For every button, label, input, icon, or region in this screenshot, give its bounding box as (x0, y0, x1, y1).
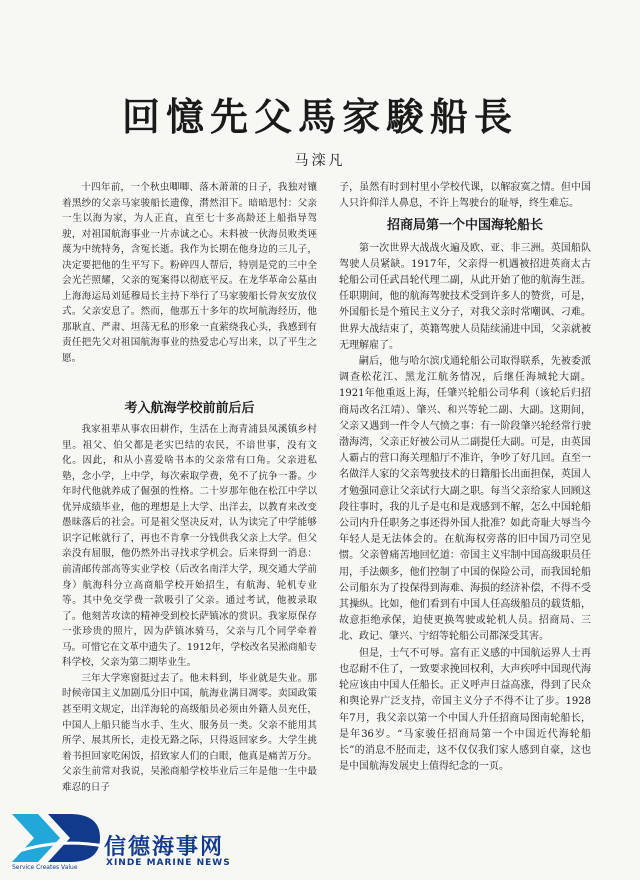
article-title: 回憶先父馬家駿船長 (121, 95, 518, 139)
brand-slogan: Service Creates Value (12, 864, 78, 871)
brand-chinese-name: 信德海事网 (104, 835, 225, 860)
xd-logo-icon (8, 808, 108, 868)
right-column (339, 180, 591, 775)
section-heading: 考入航海学校前前后后 (124, 400, 255, 416)
section-heading: 招商局第一个中国海轮船长 (386, 218, 543, 234)
xinde-marine-news-logo (8, 808, 248, 874)
paragraph: 但是，士气不可辱。富有正义感的中国航运界人士再也忍耐不住了，一致要求挽回权利，大声疾呼中国现代海轮应该由中国人任船长。正义呼声日益高涨，得到了民众和舆论界广泛支持，帝国主义分子不得不让了步。1928年7月，我父亲以第一个中国人升任招商局图南轮船长，是年36岁。“马家骏任招商局第一个中国近代海轮船长”的消息不胫而走，这不仅仅我们家人感到自豪，这也是中国航海发展史上值得纪念的一页。 (339, 647, 591, 773)
paragraph: 我家祖辈从事农田耕作，生活在上海青浦县凤溪镇乡村里。祖父、伯父都是老实巴结的农民，不谙世事，没有文化。因此，和从小喜爱啥书本的父亲常有口角。父亲进私塾，念小学，上中学，每次索取学费，免不了抗争一番。少年时代他就养成了倔强的性格。二十岁那年他在松江中学以优异成绩毕业，他的理想是上大学、出洋去，以教育来改变愚昧落后的社会。可是祖父坚决反对，认为读完了中学能够识字记帐就行了，再也不肯拿一分钱供我父亲上大学。但父亲没有屈服，他仍然外出寻找求学机会。后来得到一消息：前清邮传部高等实业学校（后改名南洋大学，现交通大学前身）航海科分立高商船学校开始招生，有航海、轮机专业等。其中免交学费一款吸引了父亲。通过考试，他被录取了。他刻苦攻读的精神受到校长萨镇冰的赏识。我家原保存一张珍贵的照片，因为萨镇冰骑马，父亲与几个同学牵着马。可惜它在文革中遗失了。1912年，学校改名吴淞商船专科学校，父亲为第二期毕业生。 (62, 424, 317, 669)
brand-english-name: XINDE MARINE NEWS (106, 858, 231, 868)
paragraph: 十四年前，一个秋虫唧唧、落木萧萧的日子，我独对镶着黑纱的父亲马家骏船长遗像，潸然泪下。暗暗思忖：父亲一生以海为家，为人正直，直至七十多高龄还上船指导驾驶，对祖国航海事业一片赤诚之心。未料被一伙海员败类诬蔑为中统特务，含冤长逝。我作为长期在他身边的三儿子，决定要把他的生平写下。粉碎四人帮后，特别是党的三中全会光芒照耀，父亲的冤案得以彻底平反。在龙华革命公墓由上海海运局刘延穆局长主持下举行了马家骏船长骨灰安放仪式。父亲安息了。然而，他那五十多年的坎坷航海经历，他那耿直、严肃、坦荡无私的形象一直萦绕我心头，我感到有责任把先父对祖国航海事业的热爱忠心写出来，以了平生之愿。 (62, 182, 317, 365)
paragraph: 嗣后，他与哈尔滨戊通轮船公司取得联系，先被委派调查松花江、黑龙江航务情况，后继任海城轮大副。1921年他重返上海，任肇兴轮船公司华利（该轮后归招商局改名江靖）、肇兴、和兴等轮二副、大副。这期间，父亲又遇到一件令人气愤之事：有一阶段肇兴轮经常行驶渤海湾，父亲正好被公司从二副提任大副。可是，由英国人霸占的营口海关理船厅不准许，争吵了好几回。直至一名做洋人家的父亲驾驶技术的日籍船长出面担保，英国人才勉强同意让父亲试行大副之职。每当父亲给家人回顾这段往事时，我的儿子是屯和是戏感到不解，怎么中国轮船公司内升任职务之事还得外国人批准？如此奇耻大辱当今年轻人是无法体会的。在航海权旁落的旧中国乃司空见惯。父亲曾痛苦地回忆道：帝国主义牢制中国高级职员任用，手法颇多，他们控制了中国的保险公司，而我国轮船公司船东为了投保得到海难、海损的经济补偿，不得不受其操纵。比如，他们看到有中国人任高级船员的载货船，故意拒绝承保，迫使更换驾驶或轮机人员。招商局、三北、政记、肇兴、宁绍等轮船公司都深受其害。 (339, 356, 591, 643)
paragraph: 子，虽然有时到村里小学校代课，以解寂寞之情。但中国人只许仰洋人鼻息，不许上驾驶台的耻辱，终生难忘。 (339, 182, 591, 210)
left-column (62, 180, 317, 795)
paragraph: 第一次世界大战战火遍及欧、亚、非三洲。英国船队驾驶人员紧缺。1917年，父亲得一机遇被招进英商太古轮船公司任武昌轮代理二副，从此开始了他的航海生涯。任职期间，他的航海驾驶技术受到许多人的赞赏，可是，外国船长是个殖民主义分子，对我父亲时常嘲讽、刁难。世界大战结束了，英籍驾驶人员陆续涌进中国，父亲就被无理解雇了。 (339, 242, 591, 351)
paragraph: 三年大学寒窗挺过去了。他未料到，毕业就是失业。那时候帝国主义加剧瓜分旧中国，航海业满目凋零。卖国政策甚至明文规定，出洋海轮的高级船员必须由外籍人员充任，中国人上船只能当水手、生火、服务员一类。父亲不能用其所学、展其所长，走投无路之际，只得返回家乡。大学生挑着书担回家吃闲饭，招致家人们的白眼，他真是痛苦万分。父亲生前常对我说，吴淞商船学校毕业后三年是他一生中最难忍的日子 (62, 672, 317, 793)
article-author: 马滦凡 (294, 153, 346, 169)
